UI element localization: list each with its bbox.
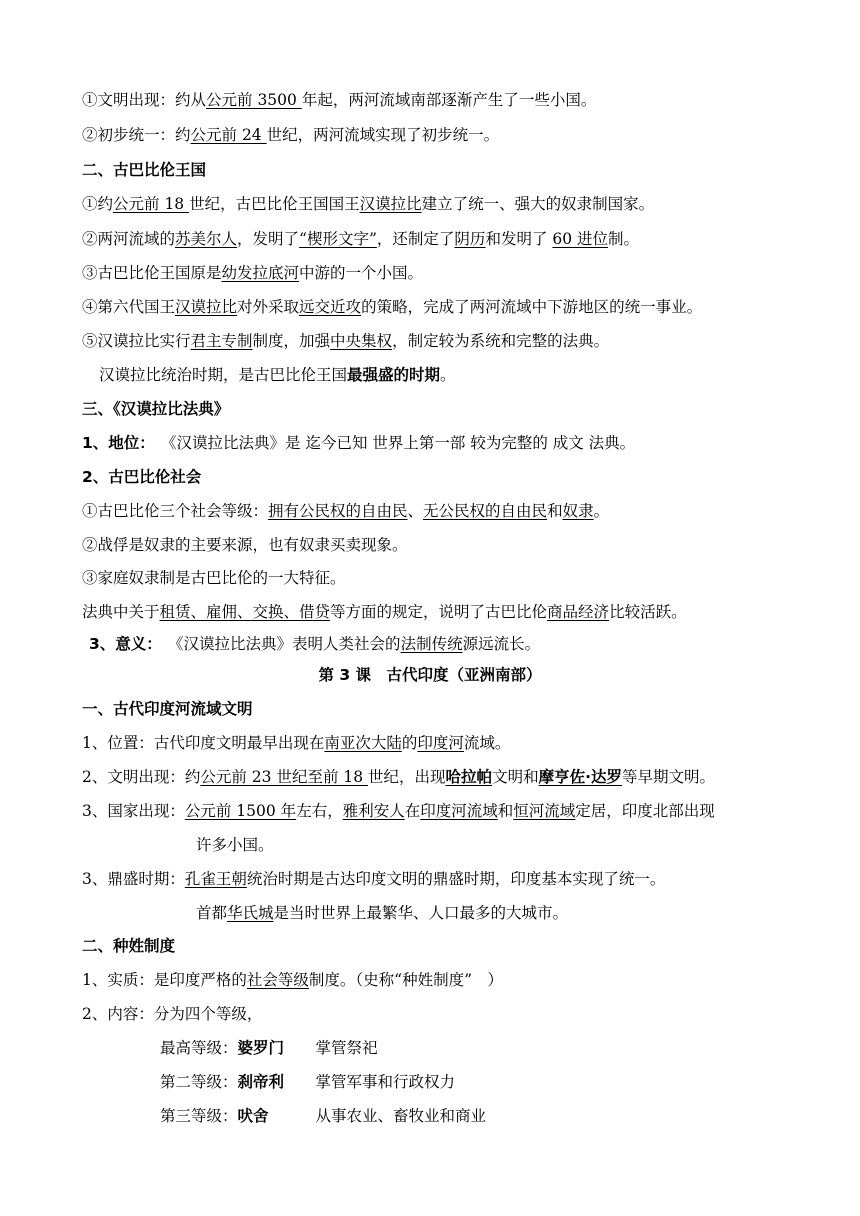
text: 。	[593, 502, 610, 520]
text: ④第六代国王	[82, 298, 176, 316]
key-term: 公元前 1500 年	[184, 802, 297, 820]
key-term: 公元前 24	[190, 126, 267, 144]
text: ①约	[82, 195, 114, 213]
babylon-point-2	[82, 228, 639, 250]
text: ，发明了	[237, 230, 300, 248]
text: 中游的一个小国。	[299, 264, 424, 282]
text: 。	[440, 366, 456, 384]
key-term: 60 进位	[552, 230, 609, 248]
caste-duty: 掌管祭祀	[315, 1039, 378, 1057]
text: 在	[404, 802, 421, 820]
text: 2、文明出现：约	[82, 768, 201, 786]
text: 法典中关于	[82, 603, 160, 621]
india-peak-line	[82, 868, 665, 890]
code-status-line	[82, 432, 635, 454]
key-term: 孔雀王朝	[184, 870, 247, 888]
caste-row	[160, 1071, 455, 1093]
text: 等早期文明。	[621, 768, 715, 786]
text: 是当时世界上最繁华、人口最多的大城市。	[273, 904, 569, 922]
code-significance-line	[89, 633, 540, 655]
key-term: 幼发拉底河	[221, 264, 300, 282]
key-term: 远交近攻	[299, 298, 362, 316]
society-classes-line	[82, 500, 609, 522]
text: ②两河流域的	[82, 230, 176, 248]
text: 定居，印度北部出现	[575, 802, 715, 820]
text: 《汉谟拉比法典》表明人类社会的	[175, 635, 401, 653]
text: ③古巴比伦王国原是	[82, 264, 222, 282]
commerce-line	[82, 601, 687, 623]
caste-row	[160, 1105, 486, 1127]
section-heading-indus: 一、古代印度河流域文明	[82, 700, 253, 718]
text: 首都	[196, 904, 228, 922]
bold-term: 最强盛的时期	[347, 366, 441, 384]
text: 和	[497, 802, 514, 820]
key-term: 公元前 3500	[206, 91, 302, 109]
text: 和	[547, 502, 563, 520]
text: 和发明了	[485, 230, 553, 248]
caste-content-line: 2、内容：分为四个等级，	[82, 1005, 263, 1023]
text: 汉谟拉比统治时期，是古巴比伦王国	[99, 366, 348, 384]
section-heading-caste: 二、种姓制度	[82, 937, 176, 955]
text: 1、实质：是印度严格的	[82, 971, 247, 989]
text: 世纪，古巴比伦王国国王	[189, 195, 360, 213]
key-term: 南亚次大陆	[324, 734, 402, 752]
india-civilization-line	[82, 766, 715, 788]
caste-rank: 第三等级：	[160, 1107, 238, 1125]
text: 建立了统一、强大的奴隶制国家。	[421, 195, 655, 213]
babylon-point-4	[82, 296, 702, 318]
section-heading-code: 三、《汉谟拉比法典》	[82, 400, 230, 418]
key-term: 拥有公民权的自由民	[268, 502, 408, 520]
bold-label: 1、地位：	[82, 434, 155, 452]
text: ②初步统一：约	[82, 126, 191, 144]
key-term: 印度河流域	[420, 802, 498, 820]
text: ①文明出现：约从	[82, 91, 207, 109]
text: 世纪，两河流域实现了初步统一。	[266, 126, 500, 144]
key-term: 汉谟拉比	[359, 195, 422, 213]
key-term: 君主专制	[190, 332, 253, 350]
text: ，制定较为系统和完整的法典。	[392, 332, 610, 350]
subheading-society: 2、古巴比伦社会	[82, 468, 202, 486]
lesson-title: 第 3 课 古代印度（亚洲南部）	[318, 666, 542, 684]
key-term: 汉谟拉比	[175, 298, 238, 316]
text: ①古巴比伦三个社会等级：	[82, 502, 269, 520]
caste-name: 刹帝利	[237, 1073, 285, 1091]
babylon-point-1	[82, 193, 654, 215]
text: 制度。（史称“种姓制度” ）	[308, 971, 503, 989]
caste-rank: 第二等级：	[160, 1073, 238, 1091]
text: 比较活跃。	[609, 603, 687, 621]
key-term: 公元前 23 世纪至前 18	[200, 768, 369, 786]
domestic-slavery-line: ③家庭奴隶制是古巴比伦的一大特征。	[82, 569, 346, 587]
text: 流域。	[463, 734, 511, 752]
text: 的策略，完成了两河流域中下游地区的统一事业。	[361, 298, 703, 316]
caste-row	[160, 1037, 378, 1059]
india-states-continuation: 许多小国。	[196, 836, 274, 854]
text: 《汉谟拉比法典》是 迄今已知 世界上第一部 较为完整的 成文 法典。	[168, 434, 636, 452]
babylon-point-5	[82, 330, 609, 352]
key-term: 奴隶	[562, 502, 594, 520]
caste-rank: 最高等级：	[160, 1039, 238, 1057]
caste-duty: 掌管军事和行政权力	[315, 1073, 456, 1091]
text: 文明和	[492, 768, 539, 786]
civilization-emergence-line	[82, 89, 596, 111]
section-heading-babylon: 二、古巴比伦王国	[82, 161, 207, 179]
key-term: 中央集权	[330, 332, 393, 350]
babylon-point-3	[82, 262, 423, 284]
caste-name: 婆罗门	[237, 1039, 285, 1057]
text: ⑤汉谟拉比实行	[82, 332, 191, 350]
text: 年起，两河流域南部逐渐产生了一些小国。	[301, 91, 597, 109]
india-location-line	[82, 732, 510, 754]
babylon-peak-line	[99, 364, 456, 386]
initial-unification-line	[82, 124, 499, 146]
caste-name: 吠舍	[237, 1107, 269, 1125]
text: 3、鼎盛时期：	[82, 870, 185, 888]
key-term: 商品经济	[547, 603, 610, 621]
key-term: 苏美尔人	[175, 230, 238, 248]
text: 的	[401, 734, 418, 752]
text: 制。	[608, 230, 640, 248]
slave-source-line: ②战俘是奴隶的主要来源，也有奴隶买卖现象。	[82, 536, 408, 554]
text: 世纪，出现	[368, 768, 446, 786]
key-term: 法制传统	[400, 635, 463, 653]
bold-key-term: 哈拉帕	[445, 768, 493, 786]
text: ，还制定了	[376, 230, 455, 248]
text: 对外采取	[237, 298, 300, 316]
caste-duty: 从事农业、畜牧业和商业	[315, 1107, 487, 1125]
caste-essence-line	[82, 969, 503, 991]
text: 左右，	[296, 802, 343, 820]
key-term: 阴历	[454, 230, 486, 248]
key-term: 恒河流域	[513, 802, 576, 820]
india-capital-line	[196, 902, 568, 924]
india-states-line	[82, 800, 715, 822]
key-term: 雅利安人	[342, 802, 405, 820]
key-term: “楔形文字”	[299, 230, 377, 248]
text: 、	[407, 502, 424, 520]
text: 等方面的规定，说明了古巴比伦	[330, 603, 548, 621]
text: 1、位置：古代印度文明最早出现在	[82, 734, 325, 752]
bold-label: 3、意义：	[89, 635, 162, 653]
key-term: 印度河	[417, 734, 464, 752]
key-term: 无公民权的自由民	[423, 502, 548, 520]
key-term: 华氏城	[227, 904, 274, 922]
text: 源远流长。	[462, 635, 541, 653]
bold-key-term: 摩亨佐·达罗	[538, 768, 622, 786]
key-term: 租赁、雇佣、交换、借贷	[159, 603, 331, 621]
text: 3、国家出现：	[82, 802, 185, 820]
text: 制度，加强	[252, 332, 331, 350]
key-term: 社会等级	[246, 971, 309, 989]
text: 统治时期是古达印度文明的鼎盛时期，印度基本实现了统一。	[246, 870, 666, 888]
key-term: 公元前 18	[113, 195, 190, 213]
